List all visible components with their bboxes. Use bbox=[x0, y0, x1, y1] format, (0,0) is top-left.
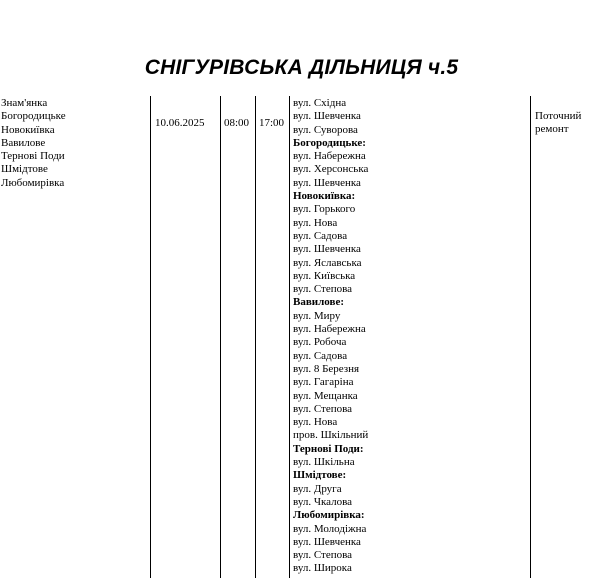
villages-list bbox=[1, 97, 66, 190]
street-item: вул. Степова bbox=[293, 283, 353, 296]
street-item: вул. Миру bbox=[293, 309, 341, 322]
street-item: вул. Шевченка bbox=[293, 535, 361, 548]
outage-date: 10.06.2025 bbox=[155, 117, 205, 129]
village-item: Знам'янка bbox=[1, 97, 48, 109]
street-item: вул. Степова bbox=[293, 402, 353, 415]
village-heading: Богородицьке: bbox=[293, 136, 366, 149]
street-item: вул. Суворова bbox=[293, 123, 358, 136]
column-divider bbox=[530, 96, 531, 578]
village-item: Новокиївка bbox=[1, 123, 55, 136]
street-item: вул. Шевченка bbox=[293, 243, 361, 256]
street-item: вул. Нова bbox=[293, 216, 338, 229]
village-heading: Шмідтове: bbox=[293, 469, 347, 482]
column-divider bbox=[255, 96, 256, 578]
village-item: Вавилове bbox=[1, 136, 46, 149]
page-title: СНІГУРІВСЬКА ДІЛЬНИЦЯ ч.5 bbox=[144, 56, 459, 79]
street-item: вул. Київська bbox=[293, 269, 356, 282]
village-heading: Новокиївка: bbox=[293, 190, 356, 203]
street-item: вул. Степова bbox=[293, 549, 353, 562]
reason-line: Поточний bbox=[535, 110, 582, 122]
village-heading: Любомирівка: bbox=[293, 509, 365, 522]
street-item: вул. Херсонська bbox=[293, 163, 369, 176]
street-item: вул. Шевченка bbox=[293, 110, 361, 123]
street-item: вул. Садова bbox=[293, 349, 348, 362]
street-item: вул. Яславська bbox=[293, 256, 362, 269]
street-item: вул. Набережна bbox=[293, 150, 366, 163]
streets-list bbox=[293, 97, 368, 576]
street-item: вул. Набережна bbox=[293, 323, 366, 336]
village-heading: Вавилове: bbox=[293, 296, 344, 309]
column-divider bbox=[150, 96, 151, 578]
street-item: вул. Молодіжна bbox=[293, 522, 367, 535]
street-item: вул. 8 Березня bbox=[293, 362, 360, 375]
village-item: Шмідтове bbox=[1, 163, 48, 176]
street-item: вул. Мещанка bbox=[293, 389, 358, 402]
end-time: 17:00 bbox=[259, 117, 285, 129]
street-item: вул. Східна bbox=[293, 97, 347, 109]
outage-reason bbox=[535, 110, 581, 137]
village-heading: Тернові Поди: bbox=[293, 442, 364, 455]
column-divider bbox=[289, 96, 290, 578]
village-item: Тернові Поди bbox=[1, 150, 65, 163]
street-item: пров. Шкільний bbox=[293, 429, 369, 442]
street-item: вул. Друга bbox=[293, 482, 342, 495]
reason-line: ремонт bbox=[535, 123, 569, 136]
start-time: 08:00 bbox=[224, 117, 250, 129]
street-item: вул. Садова bbox=[293, 229, 348, 242]
street-item: вул. Чкалова bbox=[293, 495, 353, 508]
street-item: вул. Нова bbox=[293, 416, 338, 429]
street-item: вул. Робоча bbox=[293, 336, 347, 349]
street-item: вул. Шкільна bbox=[293, 456, 355, 469]
street-item: вул. Широка bbox=[293, 562, 352, 575]
street-item: вул. Шевченка bbox=[293, 176, 361, 189]
column-divider bbox=[220, 96, 221, 578]
village-item: Любомирівка bbox=[1, 176, 65, 189]
street-item: вул. Горького bbox=[293, 203, 356, 216]
street-item: вул. Гагаріна bbox=[293, 376, 354, 389]
village-item: Богородицьке bbox=[1, 110, 66, 123]
